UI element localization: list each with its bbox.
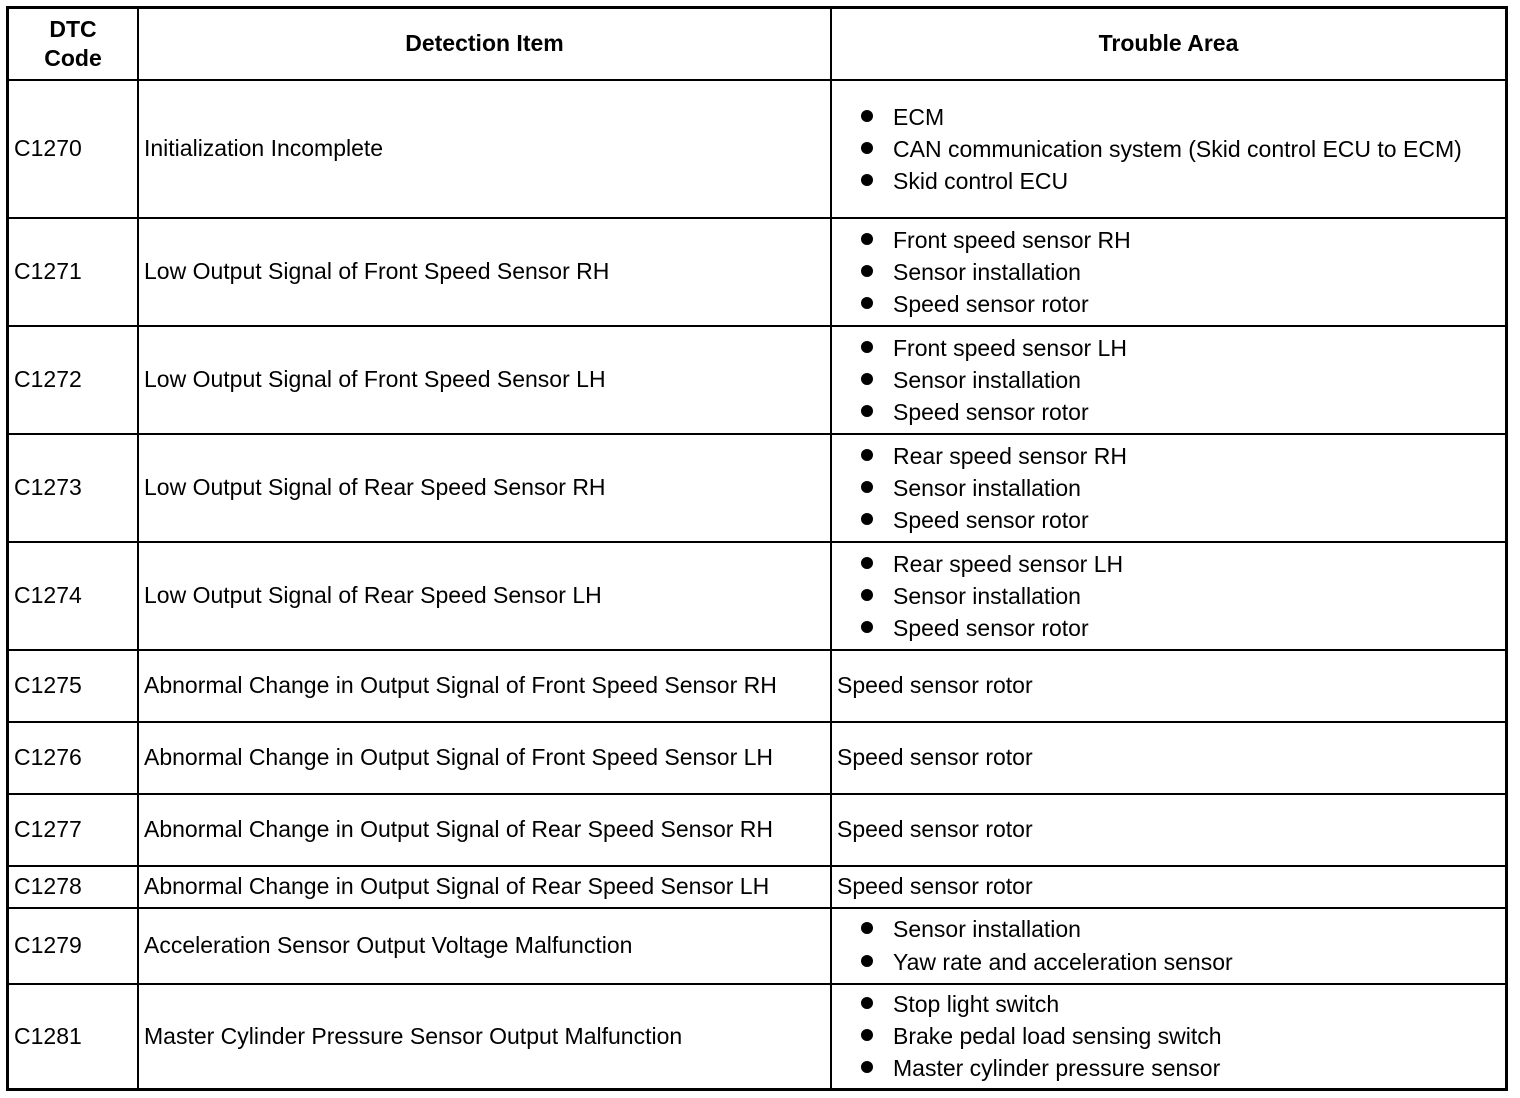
table-row (8, 434, 1507, 542)
list-item: Front speed sensor RH (857, 224, 1500, 256)
list-item: Skid control ECU (857, 165, 1500, 197)
list-item: Rear speed sensor LH (857, 548, 1500, 580)
trouble-area-cell (831, 218, 1507, 326)
detection-item-cell: Low Output Signal of Front Speed Sensor LH (138, 326, 831, 434)
table-row (8, 866, 1507, 908)
list-item: Sensor installation (857, 472, 1500, 504)
detection-item-cell: Abnormal Change in Output Signal of Rear Speed Sensor RH (138, 794, 831, 866)
trouble-area-cell (831, 326, 1507, 434)
dtc-code-cell: C1281 (8, 984, 139, 1090)
trouble-area-cell: Speed sensor rotor (831, 650, 1507, 722)
table-row (8, 908, 1507, 984)
dtc-code-cell: C1271 (8, 218, 139, 326)
list-item: Master cylinder pressure sensor (857, 1052, 1500, 1084)
trouble-area-list (837, 332, 1500, 428)
header-dtc-code: DTC Code (8, 8, 139, 80)
dtc-code-cell: C1272 (8, 326, 139, 434)
detection-item-cell: Abnormal Change in Output Signal of Rear Speed Sensor LH (138, 866, 831, 908)
dtc-code-cell: C1270 (8, 80, 139, 218)
detection-item-cell: Abnormal Change in Output Signal of Front Speed Sensor RH (138, 650, 831, 722)
list-item: Sensor installation (857, 580, 1500, 612)
header-trouble-area: Trouble Area (831, 8, 1507, 80)
trouble-area-cell: Speed sensor rotor (831, 866, 1507, 908)
dtc-code-cell: C1279 (8, 908, 139, 984)
trouble-area-list (837, 548, 1500, 644)
list-item: Speed sensor rotor (857, 612, 1500, 644)
trouble-area-cell (831, 80, 1507, 218)
dtc-code-cell: C1276 (8, 722, 139, 794)
trouble-area-list (837, 913, 1500, 979)
detection-item-cell: Initialization Incomplete (138, 80, 831, 218)
list-item: Yaw rate and acceleration sensor (857, 946, 1500, 979)
list-item: Sensor installation (857, 913, 1500, 946)
list-item: ECM (857, 101, 1500, 133)
trouble-area-cell (831, 984, 1507, 1090)
dtc-table (6, 6, 1508, 1091)
detection-item-cell: Master Cylinder Pressure Sensor Output Malfunction (138, 984, 831, 1090)
trouble-area-list (837, 988, 1500, 1084)
trouble-area-cell (831, 542, 1507, 650)
trouble-area-cell: Speed sensor rotor (831, 722, 1507, 794)
dtc-code-cell: C1274 (8, 542, 139, 650)
table-row (8, 326, 1507, 434)
dtc-code-cell: C1278 (8, 866, 139, 908)
list-item: CAN communication system (Skid control ECU to ECM) (857, 133, 1500, 165)
dtc-code-cell: C1277 (8, 794, 139, 866)
detection-item-cell: Low Output Signal of Rear Speed Sensor LH (138, 542, 831, 650)
list-item: Brake pedal load sensing switch (857, 1020, 1500, 1052)
detection-item-cell: Low Output Signal of Front Speed Sensor RH (138, 218, 831, 326)
table-row (8, 722, 1507, 794)
table-row (8, 218, 1507, 326)
table-row (8, 984, 1507, 1090)
trouble-area-list (837, 224, 1500, 320)
detection-item-cell: Abnormal Change in Output Signal of Front Speed Sensor LH (138, 722, 831, 794)
list-item: Stop light switch (857, 988, 1500, 1020)
trouble-area-cell (831, 434, 1507, 542)
dtc-code-cell: C1275 (8, 650, 139, 722)
list-item: Speed sensor rotor (857, 288, 1500, 320)
detection-item-cell: Low Output Signal of Rear Speed Sensor RH (138, 434, 831, 542)
table-row (8, 542, 1507, 650)
header-detection-item: Detection Item (138, 8, 831, 80)
table-row (8, 650, 1507, 722)
list-item: Sensor installation (857, 256, 1500, 288)
trouble-area-list (837, 101, 1500, 197)
trouble-area-cell (831, 908, 1507, 984)
list-item: Speed sensor rotor (857, 396, 1500, 428)
detection-item-cell: Acceleration Sensor Output Voltage Malfunction (138, 908, 831, 984)
header-row (8, 8, 1507, 80)
list-item: Rear speed sensor RH (857, 440, 1500, 472)
trouble-area-cell: Speed sensor rotor (831, 794, 1507, 866)
list-item: Speed sensor rotor (857, 504, 1500, 536)
dtc-code-cell: C1273 (8, 434, 139, 542)
table-row (8, 794, 1507, 866)
list-item: Front speed sensor LH (857, 332, 1500, 364)
list-item: Sensor installation (857, 364, 1500, 396)
trouble-area-list (837, 440, 1500, 536)
table-row (8, 80, 1507, 218)
